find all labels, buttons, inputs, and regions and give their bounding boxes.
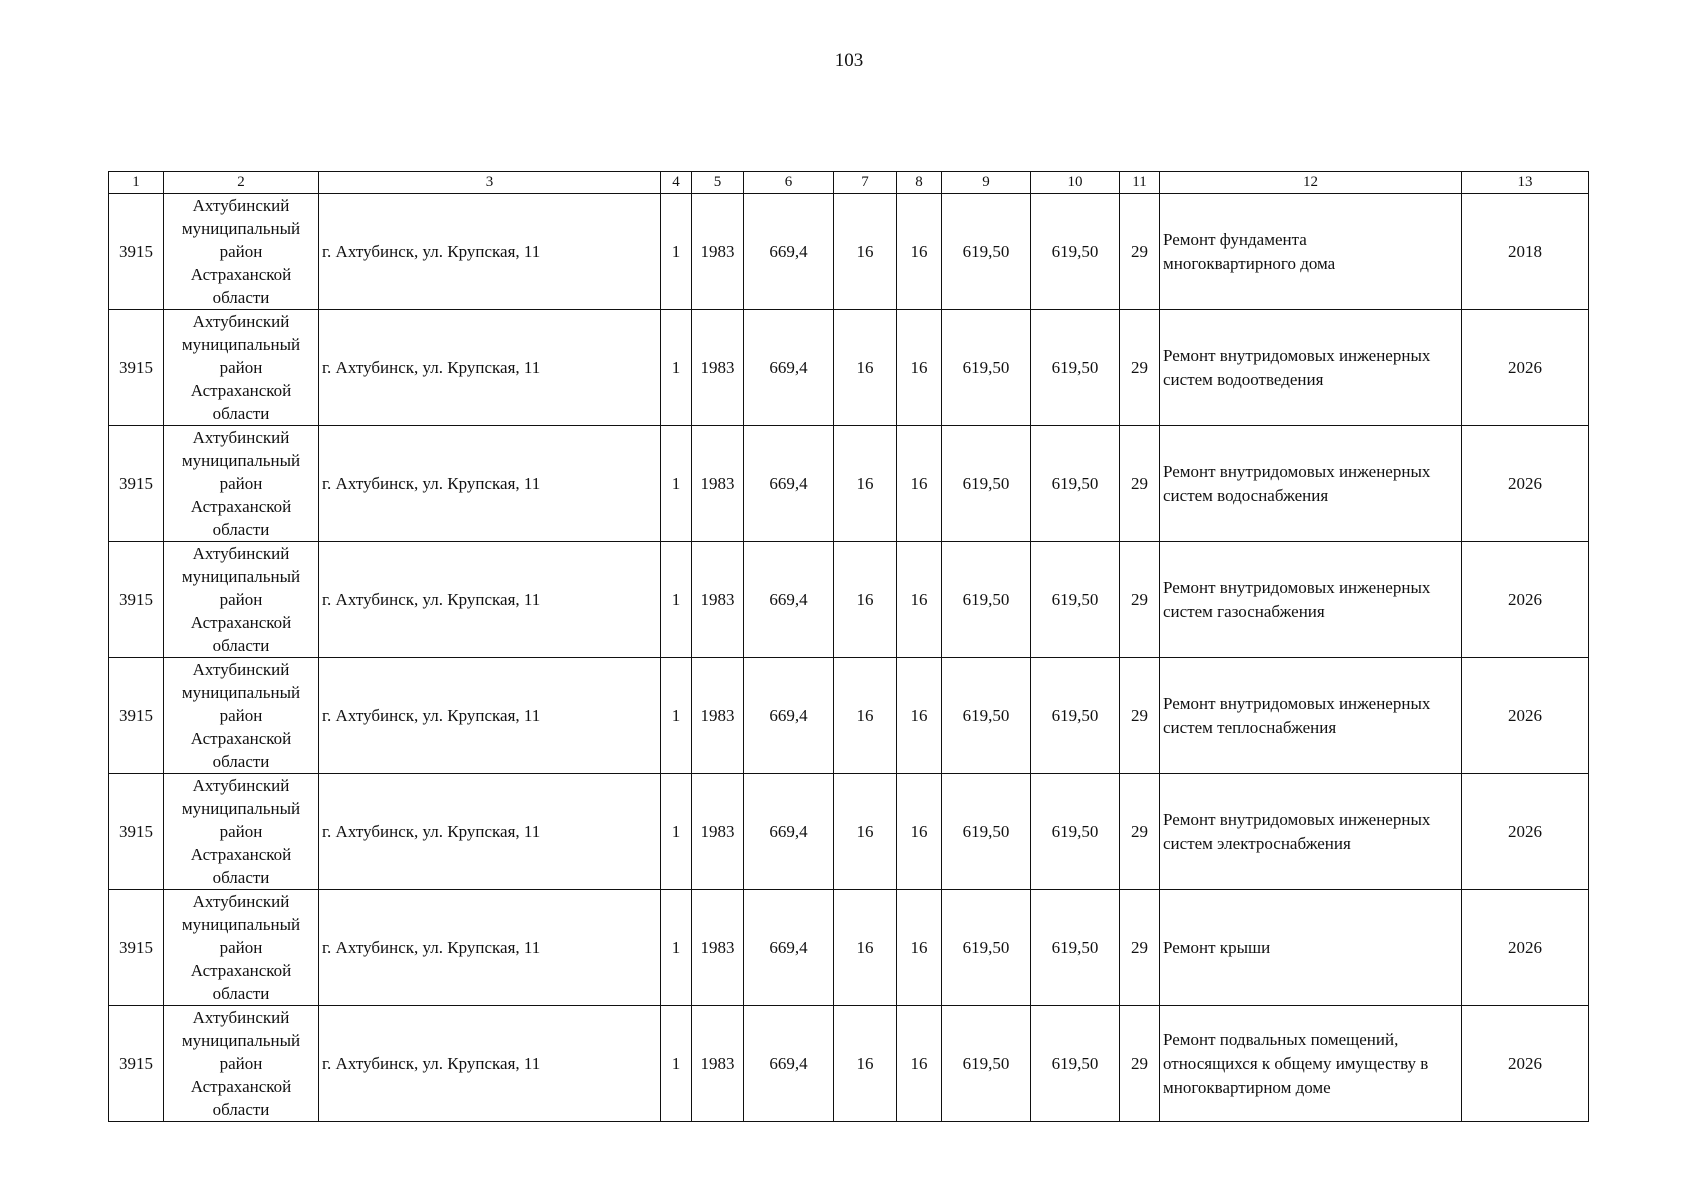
work-text-line: Ремонт внутридомовых инженерных (1163, 693, 1431, 713)
work-text-line: относящихся к общему имуществу в (1163, 1053, 1429, 1073)
municipality-text-line: муниципальный (181, 799, 301, 818)
cell-col-11: 29 (1120, 658, 1160, 774)
header-col-4: 4 (661, 172, 692, 194)
cell-work-type (1160, 426, 1462, 542)
cell-address: г. Ахтубинск, ул. Крупская, 11 (319, 890, 661, 1006)
cell-col-10: 619,50 (1031, 194, 1120, 310)
municipality-text-line: Ахтубинский (192, 776, 290, 795)
cell-id: 3915 (109, 1006, 164, 1122)
cell-col-4: 1 (661, 1006, 692, 1122)
cell-col-9: 619,50 (942, 194, 1031, 310)
municipality-text-line: район (219, 822, 263, 841)
work-text-line: систем водоснабжения (1163, 485, 1329, 505)
cell-col-4: 1 (661, 194, 692, 310)
cell-address: г. Ахтубинск, ул. Крупская, 11 (319, 194, 661, 310)
cell-col-4: 1 (661, 658, 692, 774)
work-text-line: систем электроснабжения (1163, 833, 1351, 853)
work-text-line: систем газоснабжения (1163, 601, 1325, 621)
table-row (109, 542, 1589, 658)
cell-year: 1983 (692, 774, 744, 890)
cell-year: 1983 (692, 658, 744, 774)
cell-col-8: 16 (897, 1006, 942, 1122)
cell-municipality (164, 194, 319, 310)
header-col-13: 13 (1462, 172, 1589, 194)
header-col-6: 6 (744, 172, 834, 194)
cell-municipality (164, 310, 319, 426)
work-text-line: Ремонт крыши (1163, 937, 1271, 957)
municipality-text-line: Ахтубинский (192, 196, 290, 215)
municipality-text-line: район (219, 358, 263, 377)
cell-col-10: 619,50 (1031, 310, 1120, 426)
cell-work-type (1160, 658, 1462, 774)
municipality-text-line: Ахтубинский (192, 428, 290, 447)
header-col-5: 5 (692, 172, 744, 194)
cell-address: г. Ахтубинск, ул. Крупская, 11 (319, 426, 661, 542)
cell-col-8: 16 (897, 194, 942, 310)
cell-id: 3915 (109, 426, 164, 542)
cell-id: 3915 (109, 658, 164, 774)
work-text-line: систем теплоснабжения (1163, 717, 1337, 737)
work-text-line: Ремонт внутридомовых инженерных (1163, 461, 1431, 481)
cell-municipality (164, 890, 319, 1006)
table-row (109, 310, 1589, 426)
cell-col-9: 619,50 (942, 542, 1031, 658)
cell-col-10: 619,50 (1031, 426, 1120, 542)
cell-address: г. Ахтубинск, ул. Крупская, 11 (319, 774, 661, 890)
municipality-text-line: Ахтубинский (192, 660, 290, 679)
municipality-text-line: области (212, 520, 270, 539)
municipality-text-line: Ахтубинский (192, 892, 290, 911)
table-row (109, 658, 1589, 774)
municipality-text-line: муниципальный (181, 915, 301, 934)
municipality-text-line: муниципальный (181, 567, 301, 586)
municipality-text-line: муниципальный (181, 1031, 301, 1050)
cell-plan-year: 2026 (1462, 310, 1589, 426)
table-row (109, 890, 1589, 1006)
municipality-text-line: Ахтубинский (192, 312, 290, 331)
cell-area: 669,4 (744, 194, 834, 310)
cell-col-9: 619,50 (942, 1006, 1031, 1122)
cell-municipality (164, 1006, 319, 1122)
cell-col-7: 16 (834, 426, 897, 542)
cell-col-11: 29 (1120, 194, 1160, 310)
municipality-text-line: Астраханской (190, 1077, 292, 1096)
municipality-text-line: район (219, 1054, 263, 1073)
header-row (109, 172, 1589, 194)
municipality-text-line: район (219, 706, 263, 725)
municipality-text-line: Астраханской (190, 381, 292, 400)
table-row (109, 426, 1589, 542)
cell-col-4: 1 (661, 426, 692, 542)
cell-col-4: 1 (661, 542, 692, 658)
municipality-text-line: Астраханской (190, 265, 292, 284)
header-col-12: 12 (1160, 172, 1462, 194)
cell-work-type (1160, 310, 1462, 426)
cell-col-7: 16 (834, 310, 897, 426)
header-col-2: 2 (164, 172, 319, 194)
municipality-text-line: Астраханской (190, 613, 292, 632)
cell-work-type (1160, 890, 1462, 1006)
work-text-line: систем водоотведения (1163, 369, 1324, 389)
table-row (109, 774, 1589, 890)
cell-col-9: 619,50 (942, 426, 1031, 542)
cell-col-7: 16 (834, 194, 897, 310)
municipality-text-line: области (212, 1100, 270, 1119)
capital-repair-table (108, 171, 1589, 1122)
cell-col-11: 29 (1120, 890, 1160, 1006)
cell-area: 669,4 (744, 542, 834, 658)
cell-col-4: 1 (661, 890, 692, 1006)
cell-col-8: 16 (897, 774, 942, 890)
cell-col-7: 16 (834, 1006, 897, 1122)
cell-col-8: 16 (897, 542, 942, 658)
cell-id: 3915 (109, 194, 164, 310)
cell-col-11: 29 (1120, 310, 1160, 426)
cell-area: 669,4 (744, 1006, 834, 1122)
cell-work-type (1160, 774, 1462, 890)
municipality-text-line: области (212, 984, 270, 1003)
municipality-text-line: Астраханской (190, 845, 292, 864)
municipality-text-line: области (212, 404, 270, 423)
cell-col-10: 619,50 (1031, 658, 1120, 774)
cell-col-9: 619,50 (942, 658, 1031, 774)
work-text-line: Ремонт внутридомовых инженерных (1163, 345, 1431, 365)
municipality-text-line: муниципальный (181, 335, 301, 354)
cell-address: г. Ахтубинск, ул. Крупская, 11 (319, 1006, 661, 1122)
municipality-text-line: район (219, 474, 263, 493)
cell-col-9: 619,50 (942, 890, 1031, 1006)
cell-area: 669,4 (744, 890, 834, 1006)
municipality-text-line: Ахтубинский (192, 1008, 290, 1027)
municipality-text-line: области (212, 636, 270, 655)
header-col-9: 9 (942, 172, 1031, 194)
cell-area: 669,4 (744, 310, 834, 426)
municipality-text-line: Астраханской (190, 497, 292, 516)
cell-plan-year: 2026 (1462, 1006, 1589, 1122)
municipality-text-line: области (212, 868, 270, 887)
municipality-text-line: район (219, 938, 263, 957)
cell-col-11: 29 (1120, 542, 1160, 658)
cell-year: 1983 (692, 194, 744, 310)
work-text-line: многоквартирного дома (1163, 253, 1336, 273)
cell-col-4: 1 (661, 310, 692, 426)
municipality-text-line: области (212, 288, 270, 307)
cell-col-7: 16 (834, 542, 897, 658)
municipality-text-line: области (212, 752, 270, 771)
cell-id: 3915 (109, 542, 164, 658)
header-col-7: 7 (834, 172, 897, 194)
cell-area: 669,4 (744, 658, 834, 774)
cell-plan-year: 2026 (1462, 542, 1589, 658)
cell-address: г. Ахтубинск, ул. Крупская, 11 (319, 542, 661, 658)
cell-work-type (1160, 194, 1462, 310)
cell-area: 669,4 (744, 774, 834, 890)
cell-work-type (1160, 542, 1462, 658)
table-header (109, 172, 1589, 194)
cell-col-10: 619,50 (1031, 774, 1120, 890)
header-col-1: 1 (109, 172, 164, 194)
cell-area: 669,4 (744, 426, 834, 542)
cell-col-10: 619,50 (1031, 1006, 1120, 1122)
cell-plan-year: 2026 (1462, 426, 1589, 542)
page-number: 103 (834, 50, 864, 71)
work-text-line: Ремонт внутридомовых инженерных (1163, 809, 1431, 829)
cell-id: 3915 (109, 310, 164, 426)
cell-municipality (164, 426, 319, 542)
work-text-line: многоквартирном доме (1163, 1077, 1331, 1097)
municipality-text-line: Ахтубинский (192, 544, 290, 563)
cell-col-11: 29 (1120, 1006, 1160, 1122)
cell-col-11: 29 (1120, 774, 1160, 890)
header-col-11: 11 (1120, 172, 1160, 194)
work-text-line: Ремонт внутридомовых инженерных (1163, 577, 1431, 597)
municipality-text-line: район (219, 590, 263, 609)
cell-id: 3915 (109, 890, 164, 1006)
cell-col-9: 619,50 (942, 310, 1031, 426)
cell-col-8: 16 (897, 310, 942, 426)
cell-address: г. Ахтубинск, ул. Крупская, 11 (319, 658, 661, 774)
cell-year: 1983 (692, 1006, 744, 1122)
cell-col-10: 619,50 (1031, 890, 1120, 1006)
work-text-line: Ремонт фундамента (1163, 229, 1307, 249)
cell-col-9: 619,50 (942, 774, 1031, 890)
cell-col-4: 1 (661, 774, 692, 890)
cell-municipality (164, 774, 319, 890)
cell-municipality (164, 658, 319, 774)
table-row (109, 1006, 1589, 1122)
municipality-text-line: район (219, 242, 263, 261)
cell-plan-year: 2026 (1462, 774, 1589, 890)
header-col-8: 8 (897, 172, 942, 194)
cell-col-7: 16 (834, 774, 897, 890)
cell-col-10: 619,50 (1031, 542, 1120, 658)
cell-plan-year: 2018 (1462, 194, 1589, 310)
cell-work-type (1160, 1006, 1462, 1122)
cell-year: 1983 (692, 542, 744, 658)
cell-municipality (164, 542, 319, 658)
cell-col-8: 16 (897, 890, 942, 1006)
municipality-text-line: Астраханской (190, 729, 292, 748)
cell-year: 1983 (692, 426, 744, 542)
municipality-text-line: муниципальный (181, 451, 301, 470)
municipality-text-line: муниципальный (181, 683, 301, 702)
cell-year: 1983 (692, 890, 744, 1006)
header-col-3: 3 (319, 172, 661, 194)
cell-col-7: 16 (834, 890, 897, 1006)
cell-id: 3915 (109, 774, 164, 890)
cell-address: г. Ахтубинск, ул. Крупская, 11 (319, 310, 661, 426)
municipality-text-line: муниципальный (181, 219, 301, 238)
cell-col-8: 16 (897, 658, 942, 774)
cell-year: 1983 (692, 310, 744, 426)
cell-plan-year: 2026 (1462, 658, 1589, 774)
municipality-text-line: Астраханской (190, 961, 292, 980)
header-col-10: 10 (1031, 172, 1120, 194)
cell-plan-year: 2026 (1462, 890, 1589, 1006)
cell-col-11: 29 (1120, 426, 1160, 542)
cell-col-8: 16 (897, 426, 942, 542)
work-text-line: Ремонт подвальных помещений, (1163, 1029, 1399, 1049)
table-body (109, 194, 1589, 1122)
cell-col-7: 16 (834, 658, 897, 774)
table-row (109, 194, 1589, 310)
